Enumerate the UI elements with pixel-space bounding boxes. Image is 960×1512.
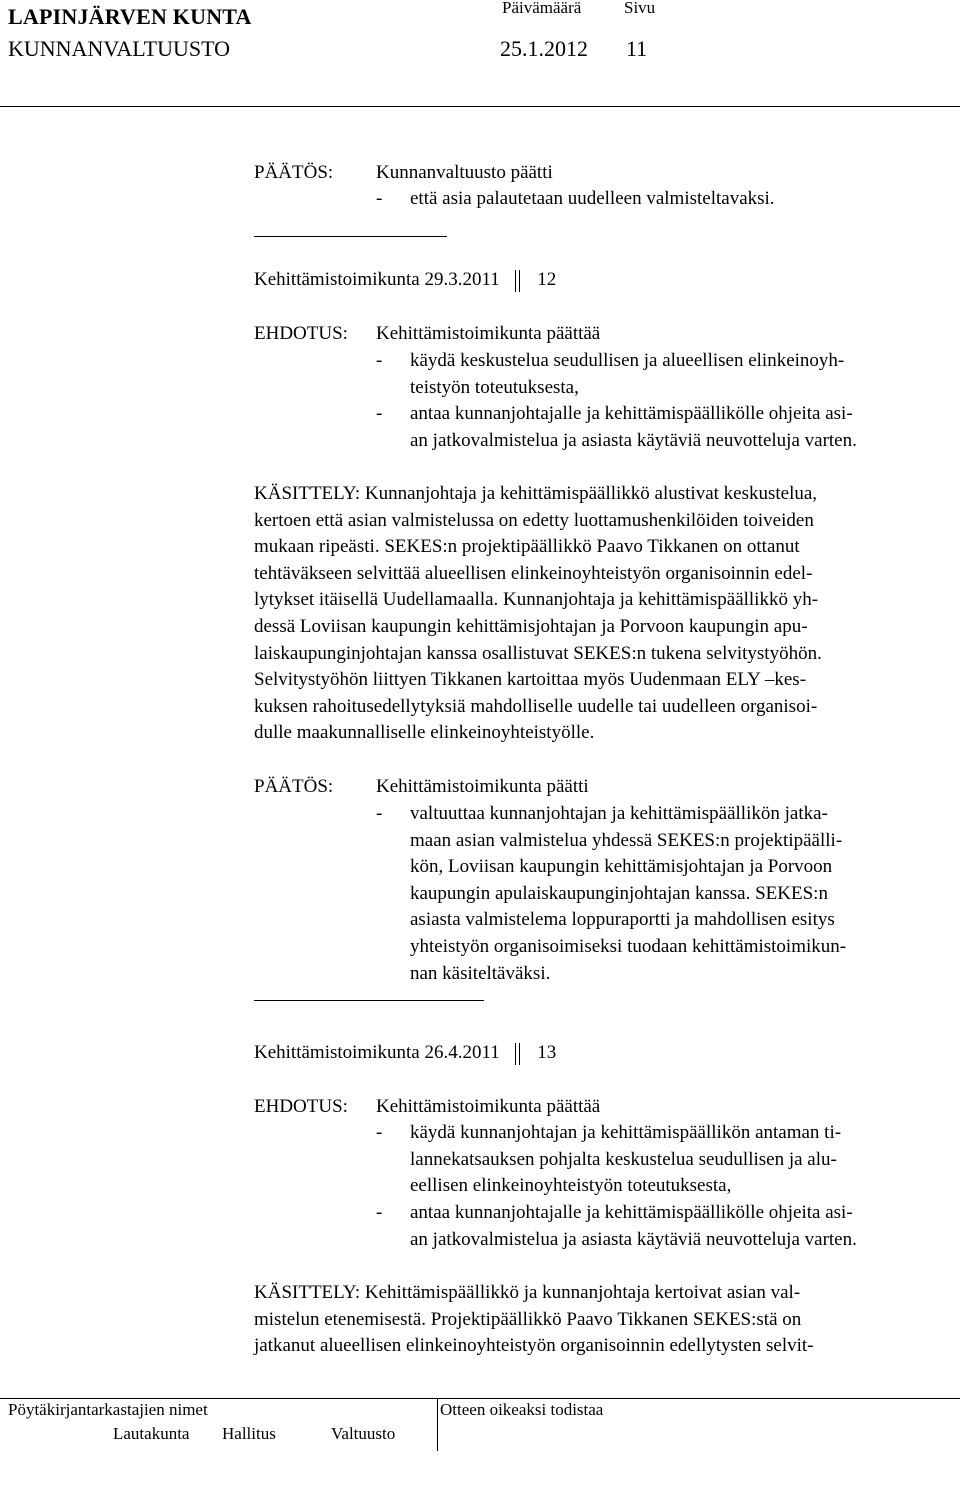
- section-separator: [254, 236, 447, 237]
- footer-rule: [0, 1398, 960, 1399]
- item-line: käydä kunnanjohtajan ja kehittämispäällikön antaman ti-: [410, 1122, 842, 1143]
- item-dash: -: [376, 403, 383, 424]
- item-line: että asia palautetaan uudelleen valmisteltavaksi.: [410, 188, 775, 209]
- section-number: 13: [537, 1042, 557, 1063]
- paragraph-line: kuksen rahoitusedellytyksiä mahdolliselle uudelle tai uudelleen organisoi-: [254, 695, 818, 717]
- item-line: antaa kunnanjohtajalle ja kehittämispäällikölle ohjeita asi-: [410, 1202, 853, 1223]
- meeting-title: Kehittämistoimikunta 29.3.2011: [254, 269, 500, 290]
- decision-label: PÄÄTÖS:: [254, 776, 334, 797]
- reviewers-label: Pöytäkirjantarkastajien nimet: [8, 1400, 208, 1419]
- paragraph-line: mistelun etenemisestä. Projektipäällikkö Paavo Tikkanen SEKES:stä on: [254, 1308, 802, 1330]
- item-line: yhteistyön organisoimiseksi tuodaan kehittämistoimikun-: [410, 935, 847, 957]
- proposal-label: EHDOTUS:: [254, 323, 348, 344]
- section-mark: [507, 1043, 533, 1065]
- section-separator: [254, 1000, 484, 1001]
- paragraph-line: dulle maakunnalliselle elinkeinoyhteistyölle.: [254, 722, 595, 744]
- footer-body-valtuusto: Valtuusto: [331, 1424, 396, 1443]
- proposal-heading: Kehittämistoimikunta päättää: [376, 323, 601, 344]
- page-label: Sivu: [624, 0, 656, 17]
- section-number: 12: [537, 269, 557, 290]
- certified-label: Otteen oikeaksi todistaa: [440, 1400, 604, 1419]
- organization-name: LAPINJÄRVEN KUNTA: [8, 4, 252, 29]
- decision-heading: Kunnanvaltuusto päätti: [376, 162, 553, 183]
- item-line: käydä keskustelua seudullisen ja alueellisen elinkeinoyh-: [410, 350, 845, 371]
- decision-label: PÄÄTÖS:: [254, 162, 334, 183]
- discussion-paragraph-1: [254, 481, 822, 747]
- meeting-title: Kehittämistoimikunta 26.4.2011: [254, 1042, 500, 1063]
- paragraph-line: mukaan ripeästi. SEKES:n projektipäällikkö Paavo Tikkanen on ottanut: [254, 536, 800, 558]
- paragraph-line: Selvitystyöhön liittyen Tikkanen kartoittaa myös Uudenmaan ELY –kes-: [254, 669, 807, 691]
- header-rule: [0, 106, 960, 107]
- paragraph-line: kertoen että asian valmistelussa on edetty luottamushenkilöiden toiveiden: [254, 509, 814, 531]
- meeting-heading: [254, 1040, 556, 1067]
- date-label: Päivämäärä: [502, 0, 582, 17]
- item-line: teistyön toteutuksesta,: [410, 376, 579, 398]
- paragraph-line: laiskaupunginjohtajan kanssa osallistuvat SEKES:n tukena selvitystyöhön.: [254, 642, 822, 664]
- item-line: nan käsiteltäväksi.: [410, 962, 551, 984]
- paragraph-line: jatkanut alueellisen elinkeinoyhteistyön organisoinnin edellytysten selvit-: [254, 1335, 814, 1357]
- decision-heading: Kehittämistoimikunta päätti: [376, 776, 589, 797]
- proposal-heading: Kehittämistoimikunta päättää: [376, 1096, 601, 1117]
- item-line: kön, Loviisan kaupungin kehittämisjohtajan ja Porvoon: [410, 856, 833, 878]
- item-dash: -: [376, 803, 383, 824]
- paragraph-line: lytykset itäisellä Uudellamaalla. Kunnanjohtaja ja kehittämispäällikkö yh-: [254, 589, 819, 611]
- footer-body-lautakunta: Lautakunta: [113, 1424, 190, 1443]
- paragraph-line: KÄSITTELY: Kehittämispäällikkö ja kunnanjohtaja kertoivat asian val-: [254, 1282, 801, 1303]
- footer-divider: [437, 1399, 438, 1451]
- item-line: eellisen elinkeinoyhteistyön toteutuksesta,: [410, 1175, 732, 1197]
- item-dash: -: [376, 1122, 383, 1143]
- footer-body-hallitus: Hallitus: [222, 1424, 276, 1443]
- paragraph-line: KÄSITTELY: Kunnanjohtaja ja kehittämispäällikkö alustivat keskustelua,: [254, 483, 818, 504]
- item-line: kaupungin apulaiskaupunginjohtajan kanssa. SEKES:n: [410, 882, 828, 904]
- item-line: maan asian valmistelua yhdessä SEKES:n projektipäälli-: [410, 829, 843, 851]
- paragraph-line: tehtäväkseen selvittää alueellisen elinkeinoyhteistyön organisoinnin edel-: [254, 562, 813, 584]
- item-line: an jatkovalmistelua ja asiasta käytäviä neuvotteluja varten.: [410, 1228, 857, 1250]
- proposal-label: EHDOTUS:: [254, 1096, 348, 1117]
- paragraph-line: dessä Loviisan kaupungin kehittämisjohtajan ja Porvoon kaupungin apu-: [254, 615, 808, 637]
- item-line: valtuuttaa kunnanjohtajan ja kehittämispäällikön jatka-: [410, 803, 828, 824]
- item-dash: -: [376, 188, 383, 209]
- item-dash: -: [376, 1202, 383, 1223]
- section-mark: [507, 270, 533, 292]
- item-line: an jatkovalmistelua ja asiasta käytäviä neuvotteluja varten.: [410, 429, 857, 451]
- meeting-heading: [254, 267, 556, 294]
- item-line: antaa kunnanjohtajalle ja kehittämispäällikölle ohjeita asi-: [410, 403, 853, 424]
- document-date: 25.1.2012: [500, 36, 588, 61]
- page-number: 11: [626, 36, 648, 61]
- item-line: lannekatsauksen pohjalta keskustelua seudullisen ja alu-: [410, 1148, 837, 1170]
- council-name: KUNNANVALTUUSTO: [8, 36, 231, 61]
- item-line: asiasta valmistelema loppuraportti ja mahdollisen esitys: [410, 909, 835, 931]
- item-dash: -: [376, 350, 383, 371]
- discussion-paragraph-2: [254, 1280, 814, 1360]
